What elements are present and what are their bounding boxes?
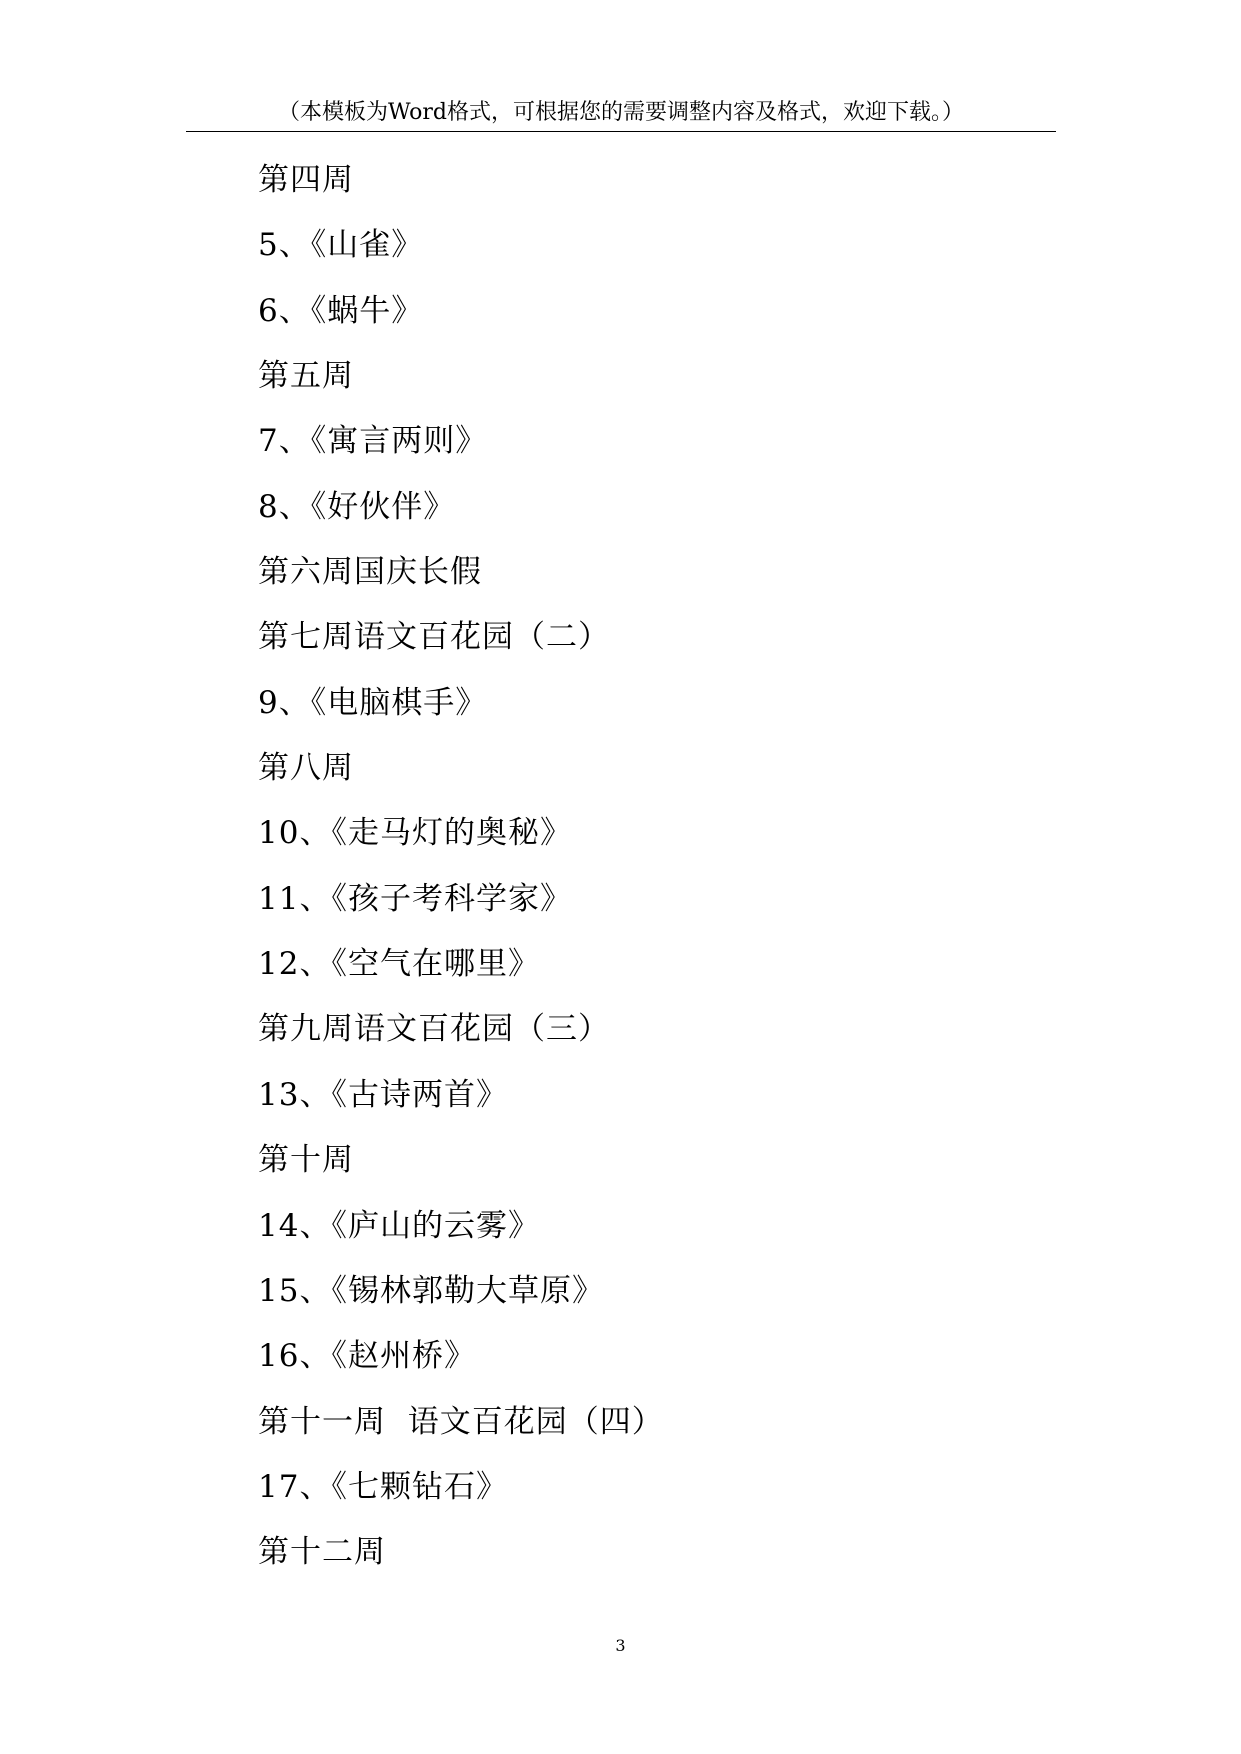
schedule-line: 6、《蜗牛》 xyxy=(258,292,424,329)
header-divider xyxy=(186,131,1056,132)
page-number: 3 xyxy=(615,1636,626,1655)
schedule-line: 第五周 xyxy=(258,358,354,395)
schedule-line: 14、《庐山的云雾》 xyxy=(258,1207,540,1244)
schedule-line: 第四周 xyxy=(258,162,354,198)
schedule-line: 17、《七颗钻石》 xyxy=(258,1468,508,1505)
schedule-line: 11、《孩子考科学家》 xyxy=(258,880,572,917)
schedule-line: 10、《走马灯的奥秘》 xyxy=(258,815,572,852)
schedule-line: 16、《赵州桥》 xyxy=(258,1338,476,1375)
schedule-line: 第十周 xyxy=(258,1142,354,1179)
schedule-list xyxy=(258,159,664,1597)
schedule-line: 第十二周 xyxy=(258,1534,386,1571)
schedule-line: 第八周 xyxy=(258,750,354,787)
header-note: （本模板为Word格式，可根据您的需要调整内容及格式，欢迎下载。） xyxy=(278,100,964,125)
schedule-line: 9、《电脑棋手》 xyxy=(258,684,488,721)
schedule-line: 第九周语文百花园（三） xyxy=(258,1011,610,1048)
schedule-line: 13、《古诗两首》 xyxy=(258,1076,508,1113)
schedule-line: 第十一周 语文百花园（四） xyxy=(258,1403,664,1440)
schedule-line: 7、《寓言两则》 xyxy=(258,423,488,460)
schedule-line: 8、《好伙伴》 xyxy=(258,488,456,525)
schedule-line: 15、《锡林郭勒大草原》 xyxy=(258,1272,604,1309)
schedule-line: 第六周国庆长假 xyxy=(258,554,482,591)
schedule-line: 第七周语文百花园（二） xyxy=(258,619,610,656)
schedule-line: 12、《空气在哪里》 xyxy=(258,946,540,983)
schedule-line: 5、《山雀》 xyxy=(258,227,424,264)
